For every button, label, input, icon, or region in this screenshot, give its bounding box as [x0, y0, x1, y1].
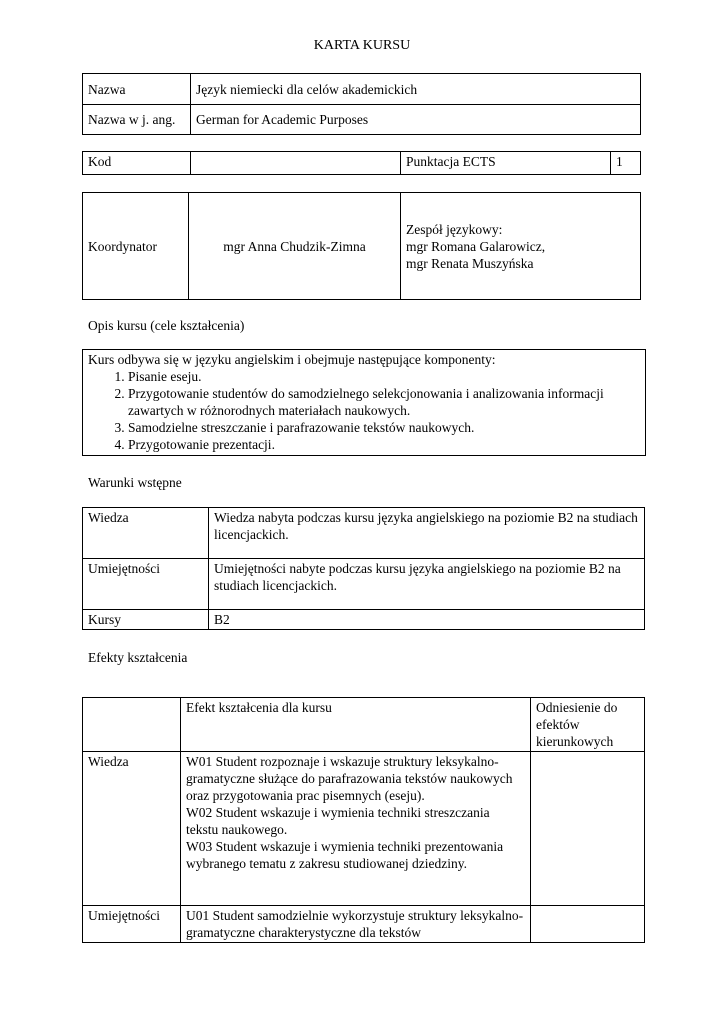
col-effect-header: Efekt kształcenia dla kursu: [181, 698, 531, 752]
team-title: Zespół językowy:: [406, 221, 503, 237]
prereq-label: Wiedza: [83, 508, 209, 559]
description-table: [82, 349, 646, 456]
course-name-table: [82, 73, 641, 135]
list-item: 3. Samodzielne streszczanie i parafrazowanie tekstów naukowych.: [128, 419, 640, 436]
knowledge-effects: [181, 752, 531, 906]
page-title: KARTA KURSU: [313, 38, 411, 53]
knowledge-reference: [531, 752, 645, 906]
coordinator-name: mgr Anna Chudzik-Zimna: [189, 193, 401, 300]
empty-header-cell: [83, 698, 181, 752]
team-member: mgr Romana Galarowicz,: [406, 238, 546, 254]
team-member: mgr Renata Muszyńska: [406, 255, 534, 271]
skills-reference: [531, 906, 645, 943]
code-table: [82, 151, 641, 175]
name-en-value: German for Academic Purposes: [191, 105, 641, 135]
effect-item: W02 Student wskazuje i wymienia techniki streszczania tekstu naukowego.: [186, 805, 490, 837]
skills-effects: [181, 906, 531, 943]
list-item: 2. Przygotowanie studentów do samodzielnego selekcjonowania i analizowania informacji zawartych w różnorodnych materiałach naukowych.: [128, 385, 640, 419]
name-label: Nazwa: [83, 74, 191, 105]
description-intro: Kurs odbywa się w języku angielskim i obejmuje następujące komponenty:: [88, 352, 496, 367]
col-reference-header: Odniesienie do efektów kierunkowych: [531, 698, 645, 752]
description-heading: Opis kursu (cele kształcenia): [88, 318, 245, 333]
prerequisites-heading: Warunki wstępne: [88, 475, 182, 490]
prereq-value: Umiejętności nabyte podczas kursu języka angielskiego na poziomie B2 na studiach licencjackich.: [209, 559, 645, 610]
description-content: [83, 350, 646, 456]
list-item: 4. Przygotowanie prezentacji.: [128, 436, 640, 453]
coordinator-label: Koordynator: [83, 193, 189, 300]
coordinator-table: [82, 192, 641, 300]
list-item: 1. Pisanie eseju.: [128, 368, 640, 385]
effect-item: U01 Student samodzielnie wykorzystuje struktury leksykalno-gramatyczne charakterystyczne dla tekstów: [186, 908, 524, 940]
code-label: Kod: [83, 152, 191, 175]
prereq-value: B2: [209, 610, 645, 630]
code-value: [191, 152, 401, 175]
prereq-value: Wiedza nabyta podczas kursu języka angielskiego na poziomie B2 na studiach licencjackich.: [209, 508, 645, 559]
skills-label: Umiejętności: [83, 906, 181, 943]
prereq-label: Umiejętności: [83, 559, 209, 610]
effect-item: W01 Student rozpoznaje i wskazuje struktury leksykalno-gramatyczne służące do parafrazowania tekstów naukowych oraz przygotowania prac pisemnych (eseju).: [186, 754, 513, 803]
effect-item: W03 Student wskazuje i wymienia techniki prezentowania wybranego tematu z zakresu studiowanej dziedziny.: [186, 839, 504, 871]
outcomes-table: [82, 697, 645, 943]
prerequisites-table: [82, 507, 645, 630]
component-list: [88, 368, 640, 453]
knowledge-label: Wiedza: [83, 752, 181, 906]
name-en-label: Nazwa w j. ang.: [83, 105, 191, 135]
prereq-label: Kursy: [83, 610, 209, 630]
ects-label: Punktacja ECTS: [401, 152, 611, 175]
ects-value: 1: [611, 152, 641, 175]
language-team: [401, 193, 641, 300]
outcomes-heading: Efekty kształcenia: [88, 650, 188, 665]
name-value: Język niemiecki dla celów akademickich: [191, 74, 641, 105]
